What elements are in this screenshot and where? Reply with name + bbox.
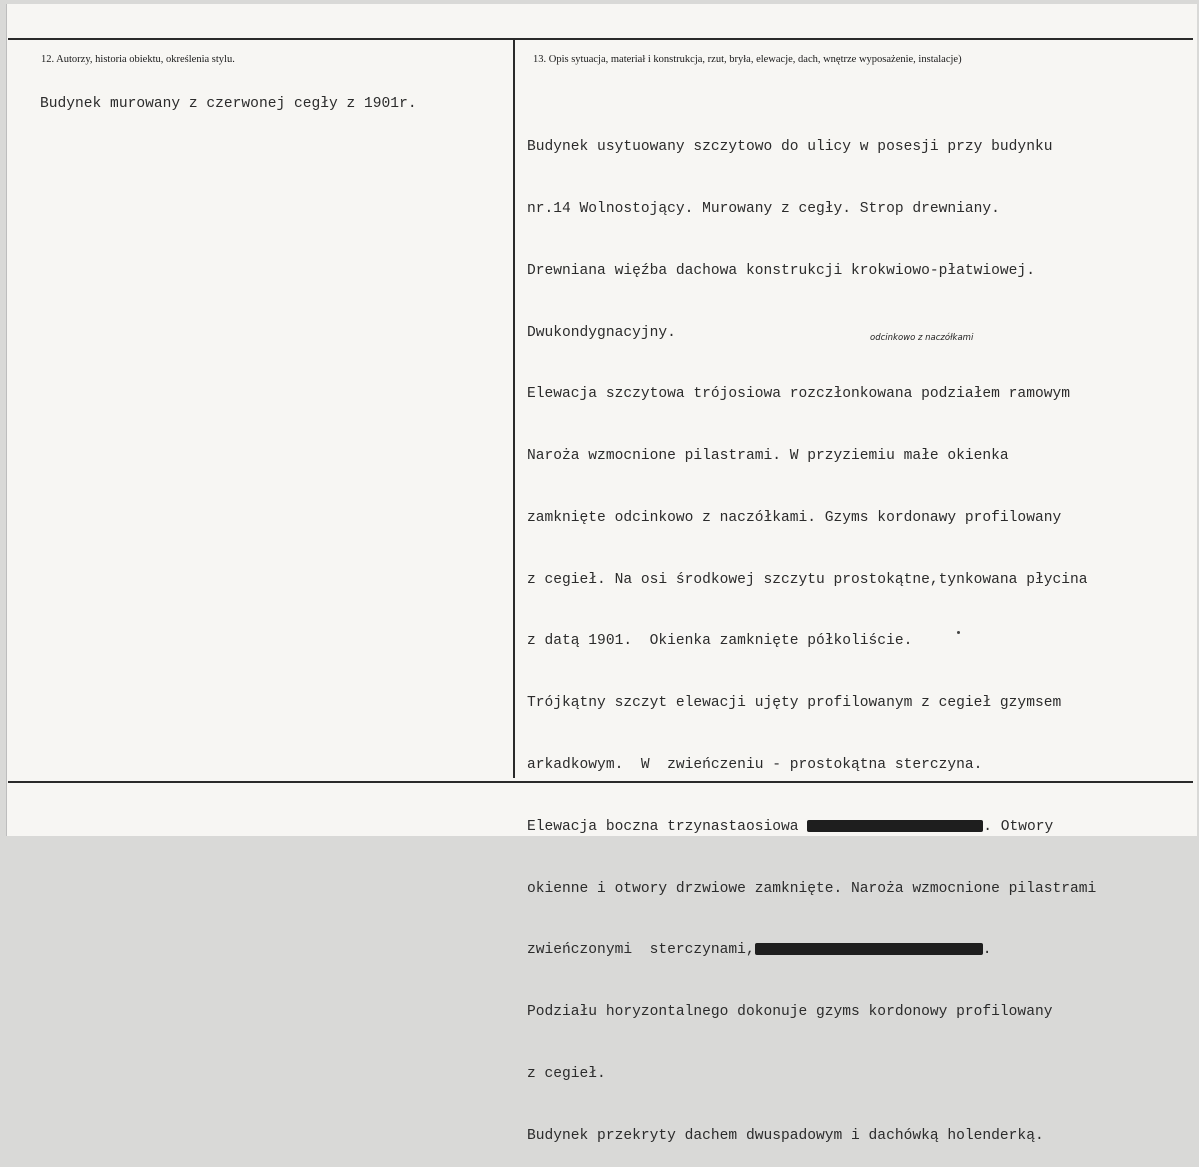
text-line: z cegieł. <box>527 1065 606 1082</box>
text-fragment: . <box>982 942 992 959</box>
redaction-mark <box>807 820 983 832</box>
section-12-text: Budynek murowany z czerwonej cegły z 1901r. <box>40 96 417 112</box>
text-line <box>527 817 1096 838</box>
section-12-header: 12. Autorzy, historia obiektu, określenia stylu. <box>41 54 235 65</box>
handwritten-annotation: odcinkowo z naczółkami <box>870 333 974 343</box>
text-line: Budynek przekryty dachem dwuspadowym i dachówką holenderką. <box>527 1127 1044 1144</box>
text-line: Elewacja szczytowa trójosiowa rozczłonkowana podziałem ramowym <box>527 386 1070 403</box>
text-line: Drewniana więźba dachowa konstrukcji krokwiowo-płatwiowej. <box>527 262 1035 279</box>
text-line: okienne i otwory drzwiowe zamknięte. Naroża wzmocnione pilastrami <box>527 880 1097 897</box>
text-line: z datą 1901. Okienka zamknięte półkoliście. <box>527 633 913 650</box>
text-line: Dwukondygnacyjny. <box>527 324 676 341</box>
text-line: arkadkowym. W zwieńczeniu - prostokątna sterczyna. <box>527 757 983 773</box>
text-fragment: . Otwory <box>983 818 1054 835</box>
ink-speck <box>957 631 960 634</box>
text-line: Naroża wzmocnione pilastrami. W przyziemiu małe okienka <box>527 448 1009 465</box>
text-line <box>527 940 1096 961</box>
text-fragment: zwieńczonymi sterczynami, <box>527 942 755 959</box>
top-rule <box>8 38 1193 40</box>
redaction-mark <box>755 943 983 955</box>
text-line: Budynek usytuowany szczytowo do ulicy w posesji przy budynku <box>527 139 1053 156</box>
text-line: z cegieł. Na osi środkowej szczytu prostokątne,tynkowana płycina <box>527 571 1088 588</box>
text-line: Podziału horyzontalnego dokonuje gzyms kordonowy profilowany <box>527 1004 1053 1021</box>
text-line: nr.14 Wolnostojący. Murowany z cegły. Strop drewniany. <box>527 200 1000 217</box>
section-13-header: 13. Opis sytuacja, materiał i konstrukcja, rzut, bryła, elewacje, dach, wnętrze wyposażenie, instalacje) <box>533 54 962 65</box>
text-line: zamknięte odcinkowo z naczółkami. Gzyms kordonawy profilowany <box>527 509 1062 526</box>
text-fragment: Elewacja boczna trzynastaosiowa <box>527 818 808 835</box>
text-line: Trójkątny szczyt elewacji ujęty profilowanym z cegieł gzymsem <box>527 695 1062 712</box>
section-13-text <box>527 96 1096 1167</box>
column-divider <box>513 40 515 778</box>
